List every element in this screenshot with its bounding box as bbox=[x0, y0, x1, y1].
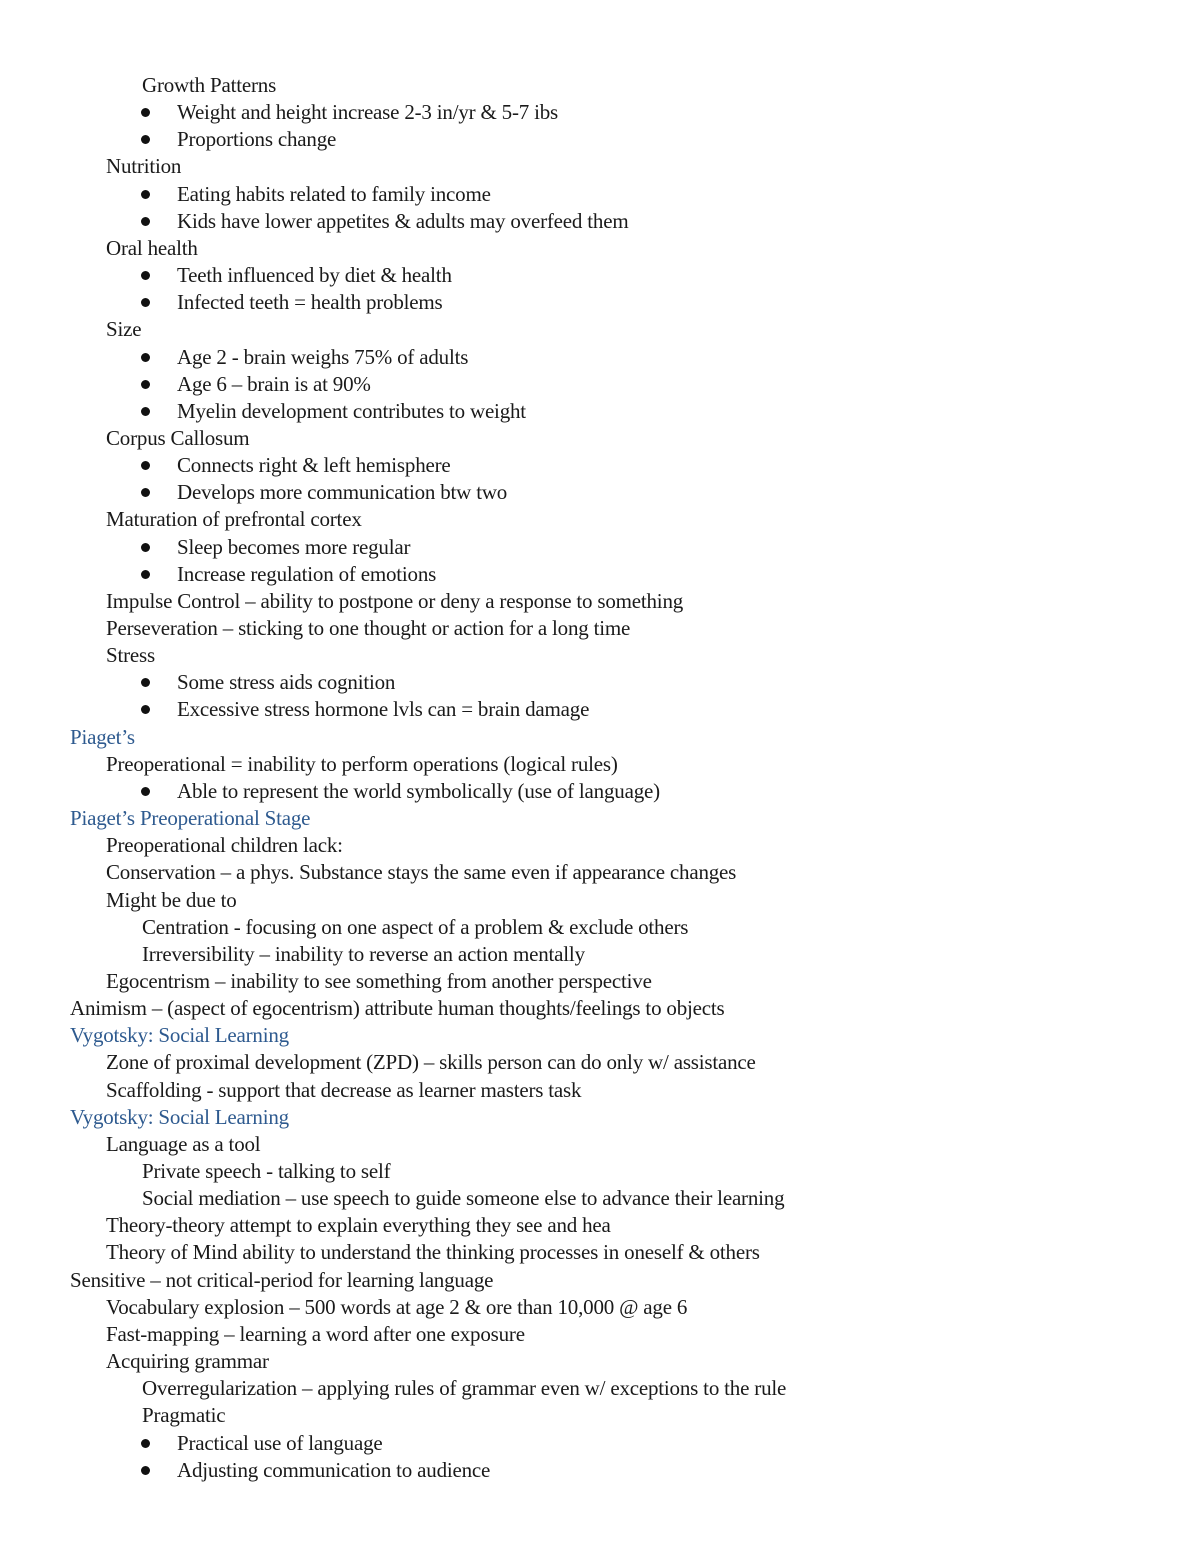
text-line: Preoperational children lack: bbox=[106, 833, 343, 858]
section-heading: Piaget’s bbox=[70, 724, 135, 749]
text-line: Egocentrism – inability to see something from another perspective bbox=[106, 968, 652, 993]
text-line: Conservation – a phys. Substance stays the same even if appearance changes bbox=[106, 860, 737, 885]
bullet-item: Infected teeth = health problems bbox=[177, 290, 443, 315]
text-line: Irreversibility – inability to reverse an action mentally bbox=[142, 941, 585, 966]
text-line: Scaffolding - support that decrease as learner masters task bbox=[106, 1077, 582, 1102]
text-line: Theory-theory attempt to explain everything they see and hea bbox=[106, 1213, 611, 1238]
bullet-item: Age 6 – brain is at 90% bbox=[177, 371, 371, 396]
bullet-item: Sleep becomes more regular bbox=[177, 534, 411, 559]
bullet-item: Increase regulation of emotions bbox=[177, 561, 437, 586]
bullet-item: Kids have lower appetites & adults may overfeed them bbox=[177, 208, 629, 233]
section-heading: Vygotsky: Social Learning bbox=[70, 1023, 289, 1048]
text-line: Animism – (aspect of egocentrism) attribute human thoughts/feelings to objects bbox=[70, 996, 725, 1021]
bullet-item: Excessive stress hormone lvls can = brain damage bbox=[177, 697, 590, 722]
bullet-item: Eating habits related to family income bbox=[177, 181, 491, 206]
text-line: Preoperational = inability to perform operations (logical rules) bbox=[106, 751, 618, 776]
bullet-dot-icon bbox=[141, 271, 150, 280]
text-line: Corpus Callosum bbox=[106, 425, 250, 450]
bullet-item: Connects right & left hemisphere bbox=[177, 453, 451, 478]
text-line: Impulse Control – ability to postpone or deny a response to something bbox=[106, 588, 684, 613]
text-line: Oral health bbox=[106, 235, 198, 260]
bullet-dot-icon bbox=[141, 135, 150, 144]
bullet-item: Able to represent the world symbolically (use of language) bbox=[177, 778, 660, 803]
text-line: Centration - focusing on one aspect of a problem & exclude others bbox=[142, 914, 689, 939]
bullet-item: Teeth influenced by diet & health bbox=[177, 263, 452, 288]
bullet-dot-icon bbox=[141, 1439, 150, 1448]
bullet-item: Weight and height increase 2-3 in/yr & 5-7 ibs bbox=[177, 100, 559, 125]
bullet-dot-icon bbox=[141, 407, 150, 416]
text-line: Might be due to bbox=[106, 887, 237, 912]
bullet-dot-icon bbox=[141, 353, 150, 362]
bullet-dot-icon bbox=[141, 190, 150, 199]
bullet-dot-icon bbox=[141, 217, 150, 226]
text-line: Theory of Mind ability to understand the thinking processes in oneself & others bbox=[106, 1240, 760, 1265]
text-line: Zone of proximal development (ZPD) – skills person can do only w/ assistance bbox=[106, 1050, 756, 1075]
bullet-item: Adjusting communication to audience bbox=[177, 1457, 491, 1482]
text-line: Sensitive – not critical-period for learning language bbox=[70, 1267, 494, 1292]
bullet-item: Develops more communication btw two bbox=[177, 480, 508, 505]
text-line: Stress bbox=[106, 643, 155, 668]
bullet-dot-icon bbox=[141, 570, 150, 579]
bullet-item: Myelin development contributes to weight bbox=[177, 398, 526, 423]
section-heading: Piaget’s Preoperational Stage bbox=[70, 806, 311, 831]
bullet-dot-icon bbox=[141, 380, 150, 389]
text-line: Social mediation – use speech to guide someone else to advance their learning bbox=[142, 1186, 785, 1211]
text-line: Maturation of prefrontal cortex bbox=[106, 507, 362, 532]
bullet-dot-icon bbox=[141, 108, 150, 117]
bullet-dot-icon bbox=[141, 705, 150, 714]
text-line: Private speech - talking to self bbox=[142, 1159, 391, 1183]
text-line: Language as a tool bbox=[106, 1131, 261, 1156]
bullet-dot-icon bbox=[141, 298, 150, 307]
text-line: Nutrition bbox=[106, 154, 182, 179]
bullet-dot-icon bbox=[141, 1466, 150, 1475]
text-line: Size bbox=[106, 317, 142, 342]
section-heading: Vygotsky: Social Learning bbox=[70, 1104, 289, 1129]
text-line: Growth Patterns bbox=[142, 73, 277, 97]
bullet-item: Age 2 - brain weighs 75% of adults bbox=[177, 344, 469, 369]
bullet-dot-icon bbox=[141, 678, 150, 687]
bullet-item: Some stress aids cognition bbox=[177, 670, 396, 695]
text-line: Pragmatic bbox=[142, 1403, 226, 1428]
bullet-dot-icon bbox=[141, 787, 150, 796]
bullet-dot-icon bbox=[141, 543, 150, 552]
text-line: Overregularization – applying rules of grammar even w/ exceptions to the rule bbox=[142, 1376, 787, 1401]
bullet-item: Proportions change bbox=[177, 127, 337, 152]
text-line: Vocabulary explosion – 500 words at age 2 & ore than 10,000 @ age 6 bbox=[106, 1294, 688, 1319]
text-line: Perseveration – sticking to one thought or action for a long time bbox=[106, 616, 631, 640]
text-line: Acquiring grammar bbox=[106, 1349, 269, 1374]
bullet-item: Practical use of language bbox=[177, 1430, 383, 1455]
bullet-dot-icon bbox=[141, 488, 150, 497]
bullet-dot-icon bbox=[141, 461, 150, 470]
text-line: Fast-mapping – learning a word after one exposure bbox=[106, 1321, 525, 1346]
